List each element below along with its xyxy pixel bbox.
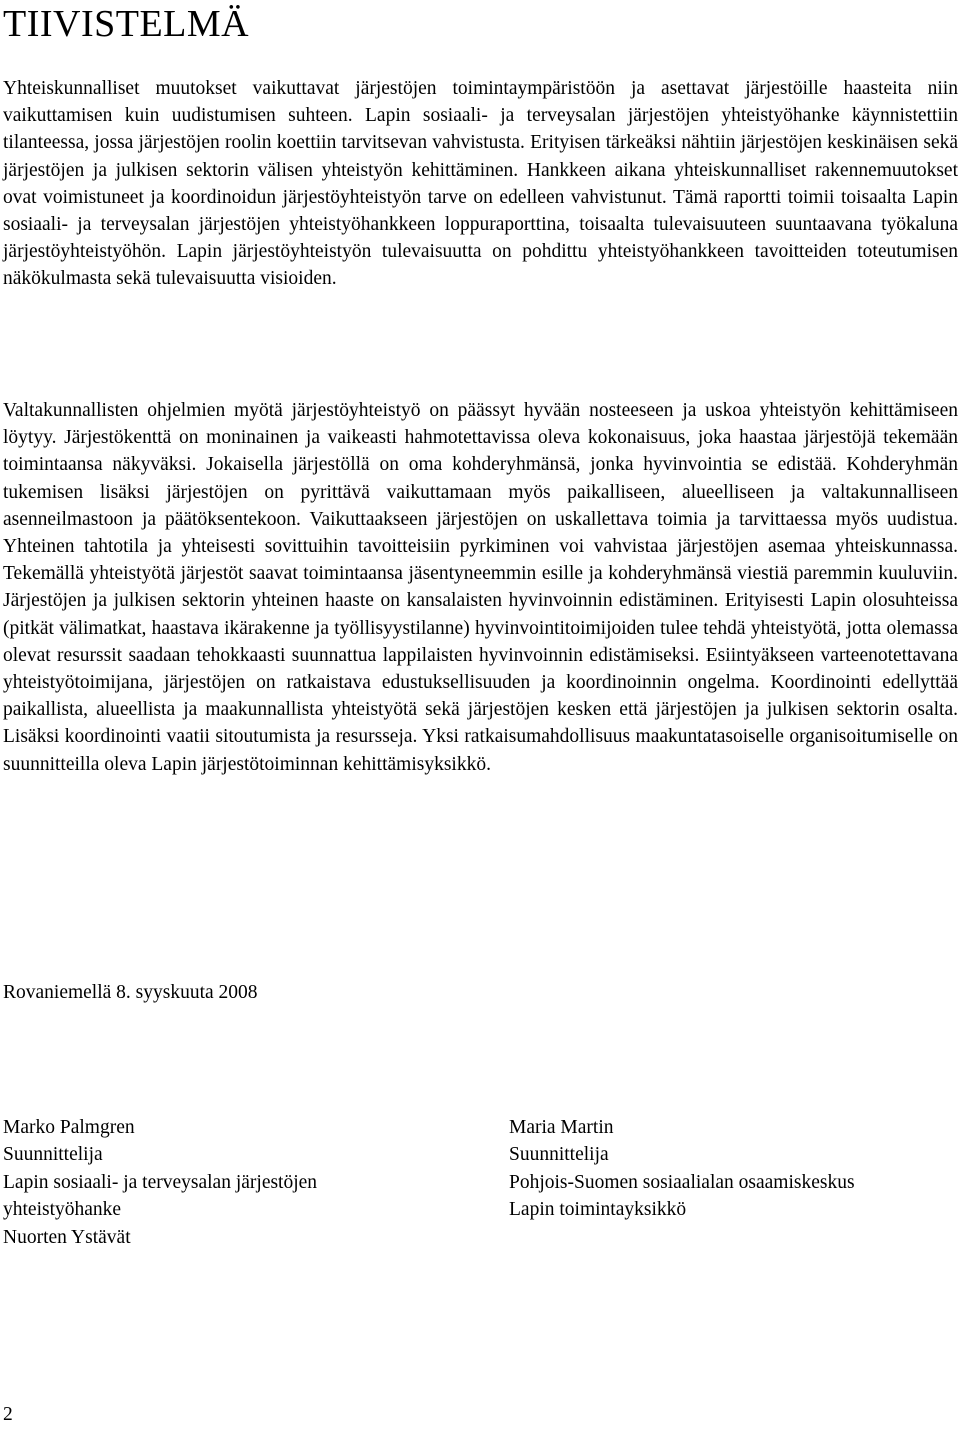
signer-name: Marko Palmgren (3, 1117, 135, 1138)
signer-block-right (509, 1114, 855, 1224)
signer-organization: Nuorten Ystävät (3, 1226, 131, 1248)
signer-organization: Lapin sosiaali- ja terveysalan järjestöjen (3, 1171, 318, 1193)
signer-organization: yhteistyöhanke (3, 1199, 122, 1221)
signer-block-left (3, 1114, 317, 1251)
signer-organization: Pohjois-Suomen sosiaalialan osaamiskeskus (509, 1171, 855, 1193)
signer-organization: Lapin toimintayksikkö (509, 1199, 687, 1221)
place-and-date: Rovaniemellä 8. syyskuuta 2008 (3, 982, 258, 1003)
abstract-paragraph-2: Valtakunnallisten ohjelmien myötä järjestöyhteistyö on päässyt hyvään nosteeseen ja uskoa yhteistyön kehittämiseen löytyy. Järjestökenttä on moninainen ja vaikeasti hahmotettavissa oleva kokonaisuus, joka haastaa järjestöjä tekemään toimintaansa näkyväksi. Jokaisella järjestöllä on oma kohderyhmänsä, jonka hyvinvointia se edistää. Kohderyhmän tukemisen lisäksi järjestöjen on pyrittävä vaikuttamaan myös paikalliseen, alueelliseen ja valtakunnalliseen asenneilmastoon ja päätöksentekoon. Vaikuttaakseen järjestöjen on uskallettava toimia ja tarvittaessa myös uudistua. Yhteinen tahtotila ja yhteisesti sovittuihin tavoitteisiin pyrkiminen voi vahvistaa järjestöjen asemaa yhteiskunnassa. Tekemällä yhteistyötä järjestöt saavat toimintaansa jäsentyneemmin esille ja kohderyhmänsä viestiä paremmin kuuluviin. Järjestöjen ja julkisen sektorin yhteinen haaste on kansalaisten hyvinvoinnin edistäminen. Erityisesti Lapin olosuhteissa (pitkät välimatkat, haastava ikärakenne ja työllisyystilanne) hyvinvointitoimijoiden tulee tehdä yhteistyötä, jotta olemassa olevat resurssit saadaan tehokkaasti suunnattua lappilaisten hyvinvoinnin edistämiseksi. Esiintyäkseen varteenotettavana yhteistyötoimijana, järjestöjen on ratkaistava edustuksellisuuden ja koordinoinnin ongelma. Koordinointi edellyttää paikallista, alueellista ja maakunnallista yhteistyötä sekä järjestöjen kesken että järjestöjen ja julkisen sektorin osalta. Lisäksi koordinointi vaatii sitoutumista ja resursseja. Yksi ratkaisumahdollisuus maakuntatasoiselle organisoitumiselle on suunnitteilla oleva Lapin järjestötoiminnan kehittämisyksikkö. (3, 400, 958, 775)
page-title: TIIVISTELMÄ (3, 3, 250, 45)
abstract-paragraph-1: Yhteiskunnalliset muutokset vaikuttavat järjestöjen toimintaympäristöön ja asettavat järjestöille haasteita niin vaikuttamisen kuin uudistumisen suhteen. Lapin sosiaali- ja terveysalan järjestöjen yhteistyöhanke käynnistettiin tilanteessa, jossa järjestöjen roolin koettiin tarvitsevan vahvistusta. Erityisen tärkeäksi nähtiin järjestöjen keskinäisen sekä järjestöjen ja julkisen sektorin välisen yhteistyön kehittäminen. Hankkeen aikana yhteiskunnalliset rakennemuutokset ovat voimistuneet ja koordinoidun järjestöyhteistyön tarve on edelleen vahvistunut. Tämä raportti toimii toisaalta Lapin sosiaali- ja terveysalan järjestöjen yhteistyöhankkeen loppuraporttina, toisaalta tulevaisuuteen suuntaavana työkaluna järjestöyhteistyöhön. Lapin järjestöyhteistyön tulevaisuutta on pohdittu yhteistyöhankkeen tavoitteiden toteutumisen näkökulmasta sekä tulevaisuutta visioiden. (3, 78, 958, 290)
page-number: 2 (3, 1404, 13, 1425)
signer-role: Suunnittelija (509, 1144, 609, 1166)
signer-name: Maria Martin (509, 1117, 614, 1138)
signer-role: Suunnittelija (3, 1144, 103, 1166)
